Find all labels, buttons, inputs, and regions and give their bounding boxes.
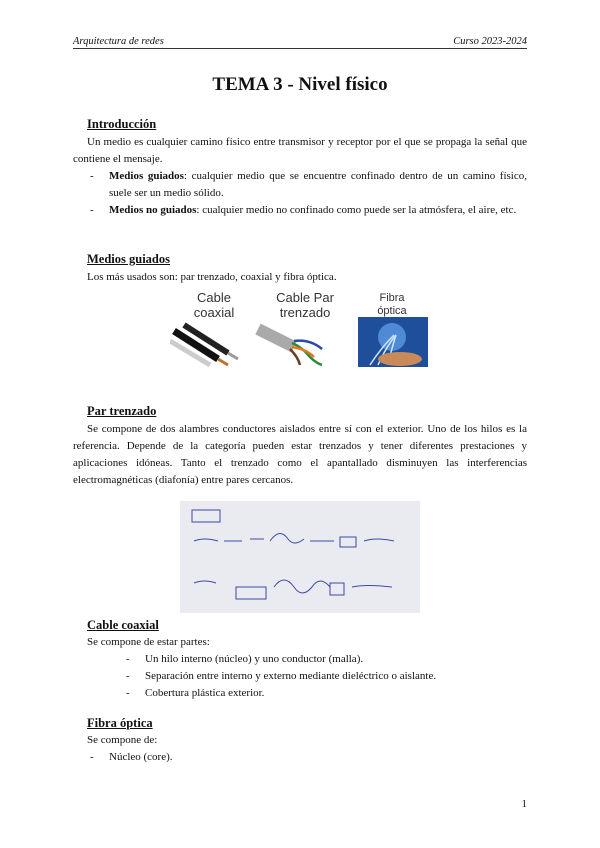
item-bold: Medios guiados <box>109 170 184 182</box>
list-item: - Medios no guiados: cualquier medio no confinado como puede ser la atmósfera, el aire, etc. <box>90 204 517 216</box>
fibra-heading: Fibra óptica <box>87 716 153 730</box>
twisted-label-1: Cable Par <box>276 290 334 305</box>
guiados-text: Los más usados son: par trenzado, coaxial y fibra óptica. <box>87 271 337 283</box>
item-text: Un hilo interno (núcleo) y uno conductor (malla). <box>145 653 364 665</box>
list-item: - Cobertura plástica exterior. <box>126 685 264 702</box>
intro-text: Un medio es cualquier camino físico entre transmisor y receptor por el que se propaga la señal que contiene el mensaje. <box>73 136 527 165</box>
coaxial-text: Se compone de estar partes: <box>87 636 210 648</box>
fiber-label-1: Fibra <box>379 292 405 304</box>
intro-heading: Introducción <box>87 117 157 131</box>
header-left: Arquitectura de redes <box>73 36 164 47</box>
list-item: - Núcleo (core). <box>90 749 527 766</box>
fibra-text: Se compone de: <box>87 734 158 746</box>
fiber-label-2: óptica <box>377 305 407 317</box>
item-bold: Medios no guiados <box>109 204 197 216</box>
handwritten-diagram-icon <box>180 501 420 613</box>
coax-label-1: Cable <box>197 290 231 305</box>
list-item: - Separación entre interno y externo mediante dieléctrico o aislante. <box>126 668 436 685</box>
page-number: 1 <box>521 798 527 810</box>
item-text: : cualquier medio no confinado como puede ser la atmósfera, el aire, etc. <box>196 204 517 216</box>
whiteboard-diagram-image <box>180 501 420 613</box>
par-text: Se compone de dos alambres conductores aislados entre sí con el exterior. Uno de los hilos es la referencia. Depende de la categoría pueden estar trenzados y tener diferentes prestaciones y aplicaciones idóneas. Tanto el trenzado como el apantallado disminuyen las interferencias electromagnéticas (diafonía) entre pares cercanos. <box>73 423 527 486</box>
list-item: - Medios guiados: cualquier medio que se encuentre confinado dentro de un camino físico, suele ser un medio sólido. <box>90 170 527 199</box>
header-right: Curso 2023-2024 <box>453 36 527 47</box>
coax-label-2: coaxial <box>193 305 235 320</box>
page-header <box>73 36 527 49</box>
par-heading: Par trenzado <box>87 404 157 418</box>
cable-types-image <box>170 289 430 367</box>
list-item: - Un hilo interno (núcleo) y uno conductor (malla). <box>126 651 363 668</box>
item-text: : cualquier medio que se encuentre confinado dentro de un camino físico, suele ser un medio sólido. <box>109 170 527 199</box>
item-text: Núcleo (core). <box>109 751 173 763</box>
fiber-optic-icon <box>358 317 428 367</box>
page-title: TEMA 3 - Nivel físico <box>212 74 388 95</box>
item-text: Cobertura plástica exterior. <box>145 687 265 699</box>
item-text: Separación entre interno y externo mediante dieléctrico o aislante. <box>145 670 437 682</box>
twisted-label-2: trenzado <box>279 305 331 320</box>
coaxial-heading: Cable coaxial <box>87 618 159 632</box>
guiados-heading: Medios guiados <box>87 252 171 266</box>
